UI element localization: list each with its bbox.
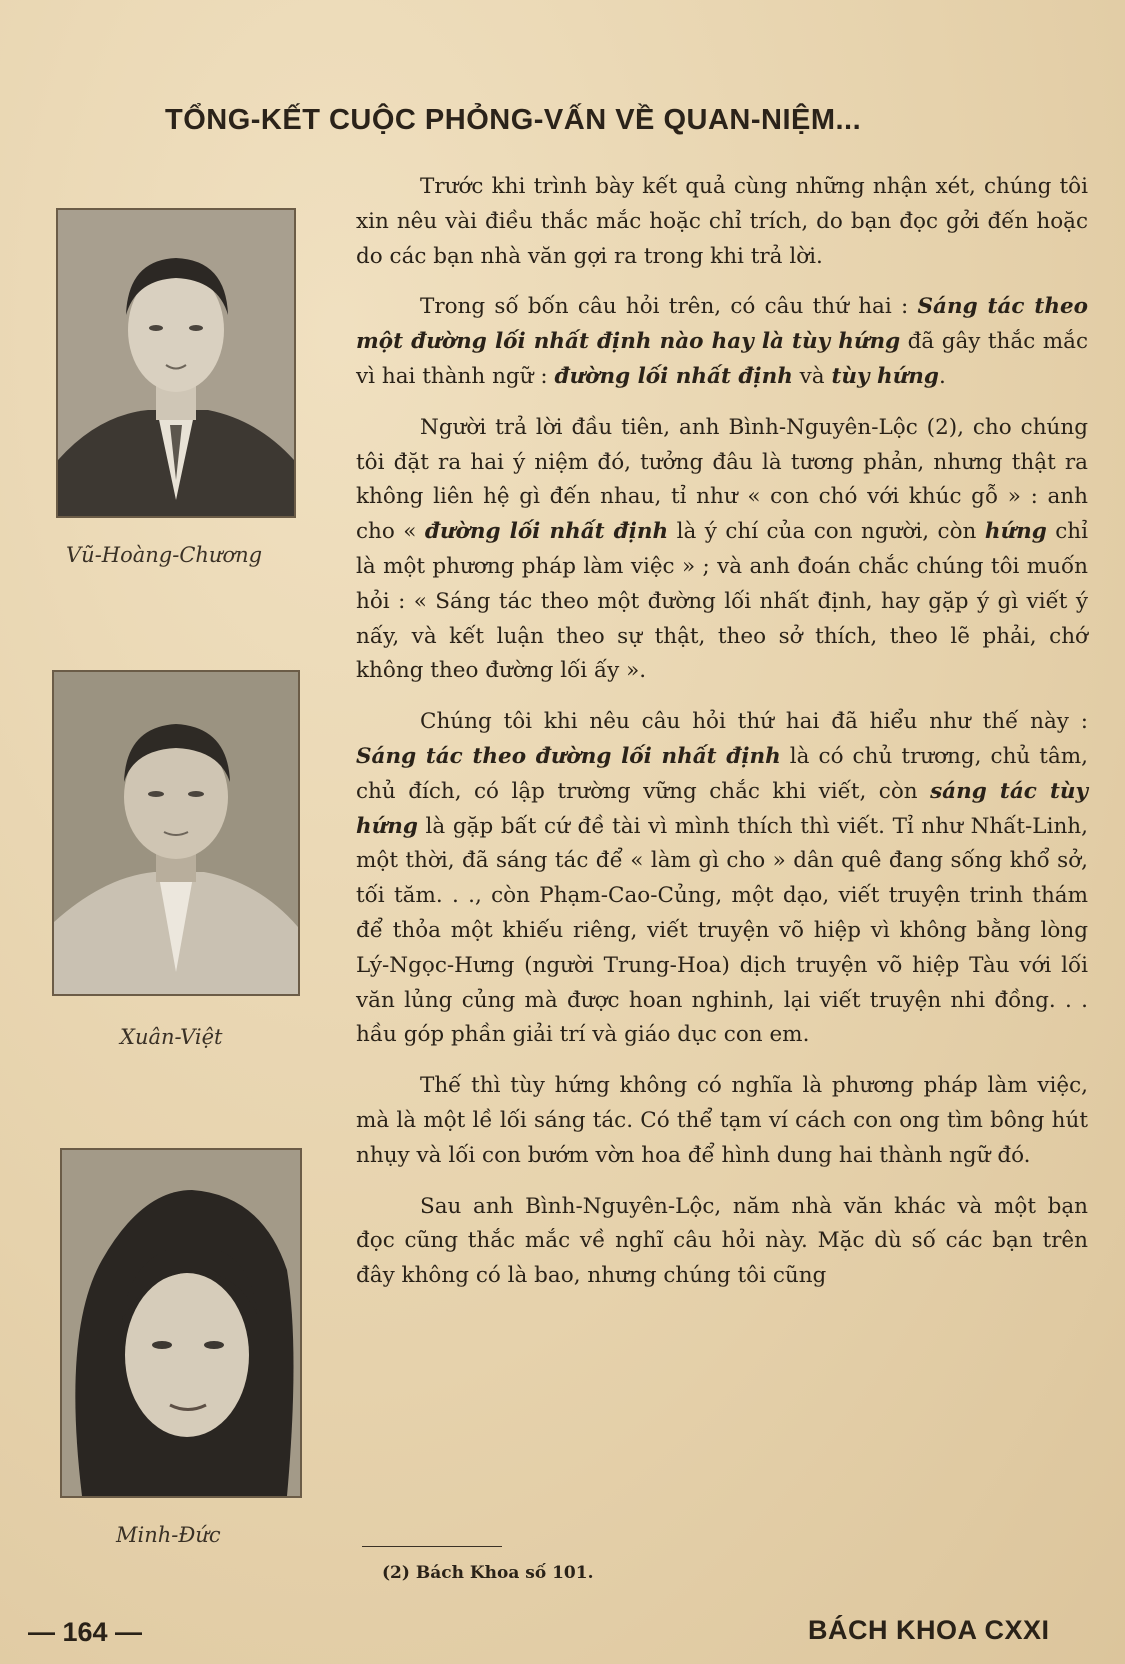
woman-portrait-image	[62, 1150, 300, 1496]
footnote: (2) Bách Khoa số 101.	[382, 1563, 594, 1583]
paragraph-2: Trong số bốn câu hỏi trên, có câu thứ hai : Sáng tác theo một đường lối nhất định nào hay là tùy hứng đã gây thắc mắc vì hai thành ngữ : đường lối nhất định và tùy hứng.	[356, 294, 1088, 389]
paragraph-4: Chúng tôi khi nêu câu hỏi thứ hai đã hiểu như thế này : Sáng tác theo đường lối nhất định là có chủ trương, chủ tâm, chủ đích, có lập trường vững chắc khi viết, còn sáng tác tùy hứng là gặp bất cứ đề tài vì mình thích thì viết. Tỉ như Nhất-Linh, một thời, đã sáng tác để « làm gì cho » dân quê đang sống khổ sở, tối tăm. . ., còn Phạm-Cao-Củng, một dạo, viết truyện trinh thám để thỏa một khiếu riêng, viết truyện võ hiệp vì không bằng lòng Lý-Ngọc-Hưng (người Trung-Hoa) dịch truyện võ hiệp Tàu với lối văn lủng củng mà được hoan nghinh, lại viết truyện nhi đồng. . . hầu góp phần giải trí và giáo dục con em.	[356, 709, 1088, 1048]
page-title: TỔNG-KẾT CUỘC PHỎNG-VẤN VỀ QUAN-NIỆM...	[165, 104, 862, 136]
portrait-caption-1: Vũ-Hoàng-Chương	[66, 543, 263, 567]
footnote-divider	[362, 1546, 502, 1547]
paragraph-3: Người trả lời đầu tiên, anh Bình-Nguyên-Lộc (2), cho chúng tôi đặt ra hai ý niệm đó, tưởng đâu là tương phản, nhưng thật ra không liên hệ gì đến nhau, tỉ như « con chó với khúc gỗ » : anh cho « đường lối nhất định là ý chí của con người, còn hứng chỉ là một phương pháp làm việc » ; và anh đoán chắc chúng tôi muốn hỏi : « Sáng tác theo một đường lối nhất định, hay gặp ý gì viết ý nấy, và kết luận theo sự thật, theo sở thích, theo lẽ phải, chớ không theo đường lối ấy ».	[356, 414, 1088, 684]
article-body	[356, 170, 1088, 1310]
man-portrait-image	[58, 210, 294, 516]
portrait-caption-3: Minh-Đức	[116, 1523, 221, 1547]
portrait-photo-2	[52, 670, 300, 996]
journal-name: BÁCH KHOA CXXI	[808, 1615, 1050, 1645]
portrait-photo-3	[60, 1148, 302, 1498]
paragraph-5: Thế thì tùy hứng không có nghĩa là phương pháp làm việc, mà là một lề lối sáng tác. Có thể tạm ví cách con ong tìm bông hút nhụy và lối con bướm vờn hoa để hình dung hai thành ngữ đó.	[356, 1073, 1088, 1168]
portrait-photo-1	[56, 208, 296, 518]
portrait-caption-2: Xuân-Việt	[120, 1025, 223, 1049]
paragraph-1: Trước khi trình bày kết quả cùng những nhận xét, chúng tôi xin nêu vài điều thắc mắc hoặc chỉ trích, do bạn đọc gởi đến hoặc do các bạn nhà văn gợi ra trong khi trả lời.	[356, 174, 1088, 269]
paragraph-6: Sau anh Bình-Nguyên-Lộc, năm nhà văn khác và một bạn đọc cũng thắc mắc về nghĩ câu hỏi này. Mặc dù số các bạn trên đây không có là bao, nhưng chúng tôi cũng	[356, 1193, 1088, 1289]
page-number: — 164 —	[28, 1617, 143, 1647]
man-portrait-image	[54, 672, 298, 994]
